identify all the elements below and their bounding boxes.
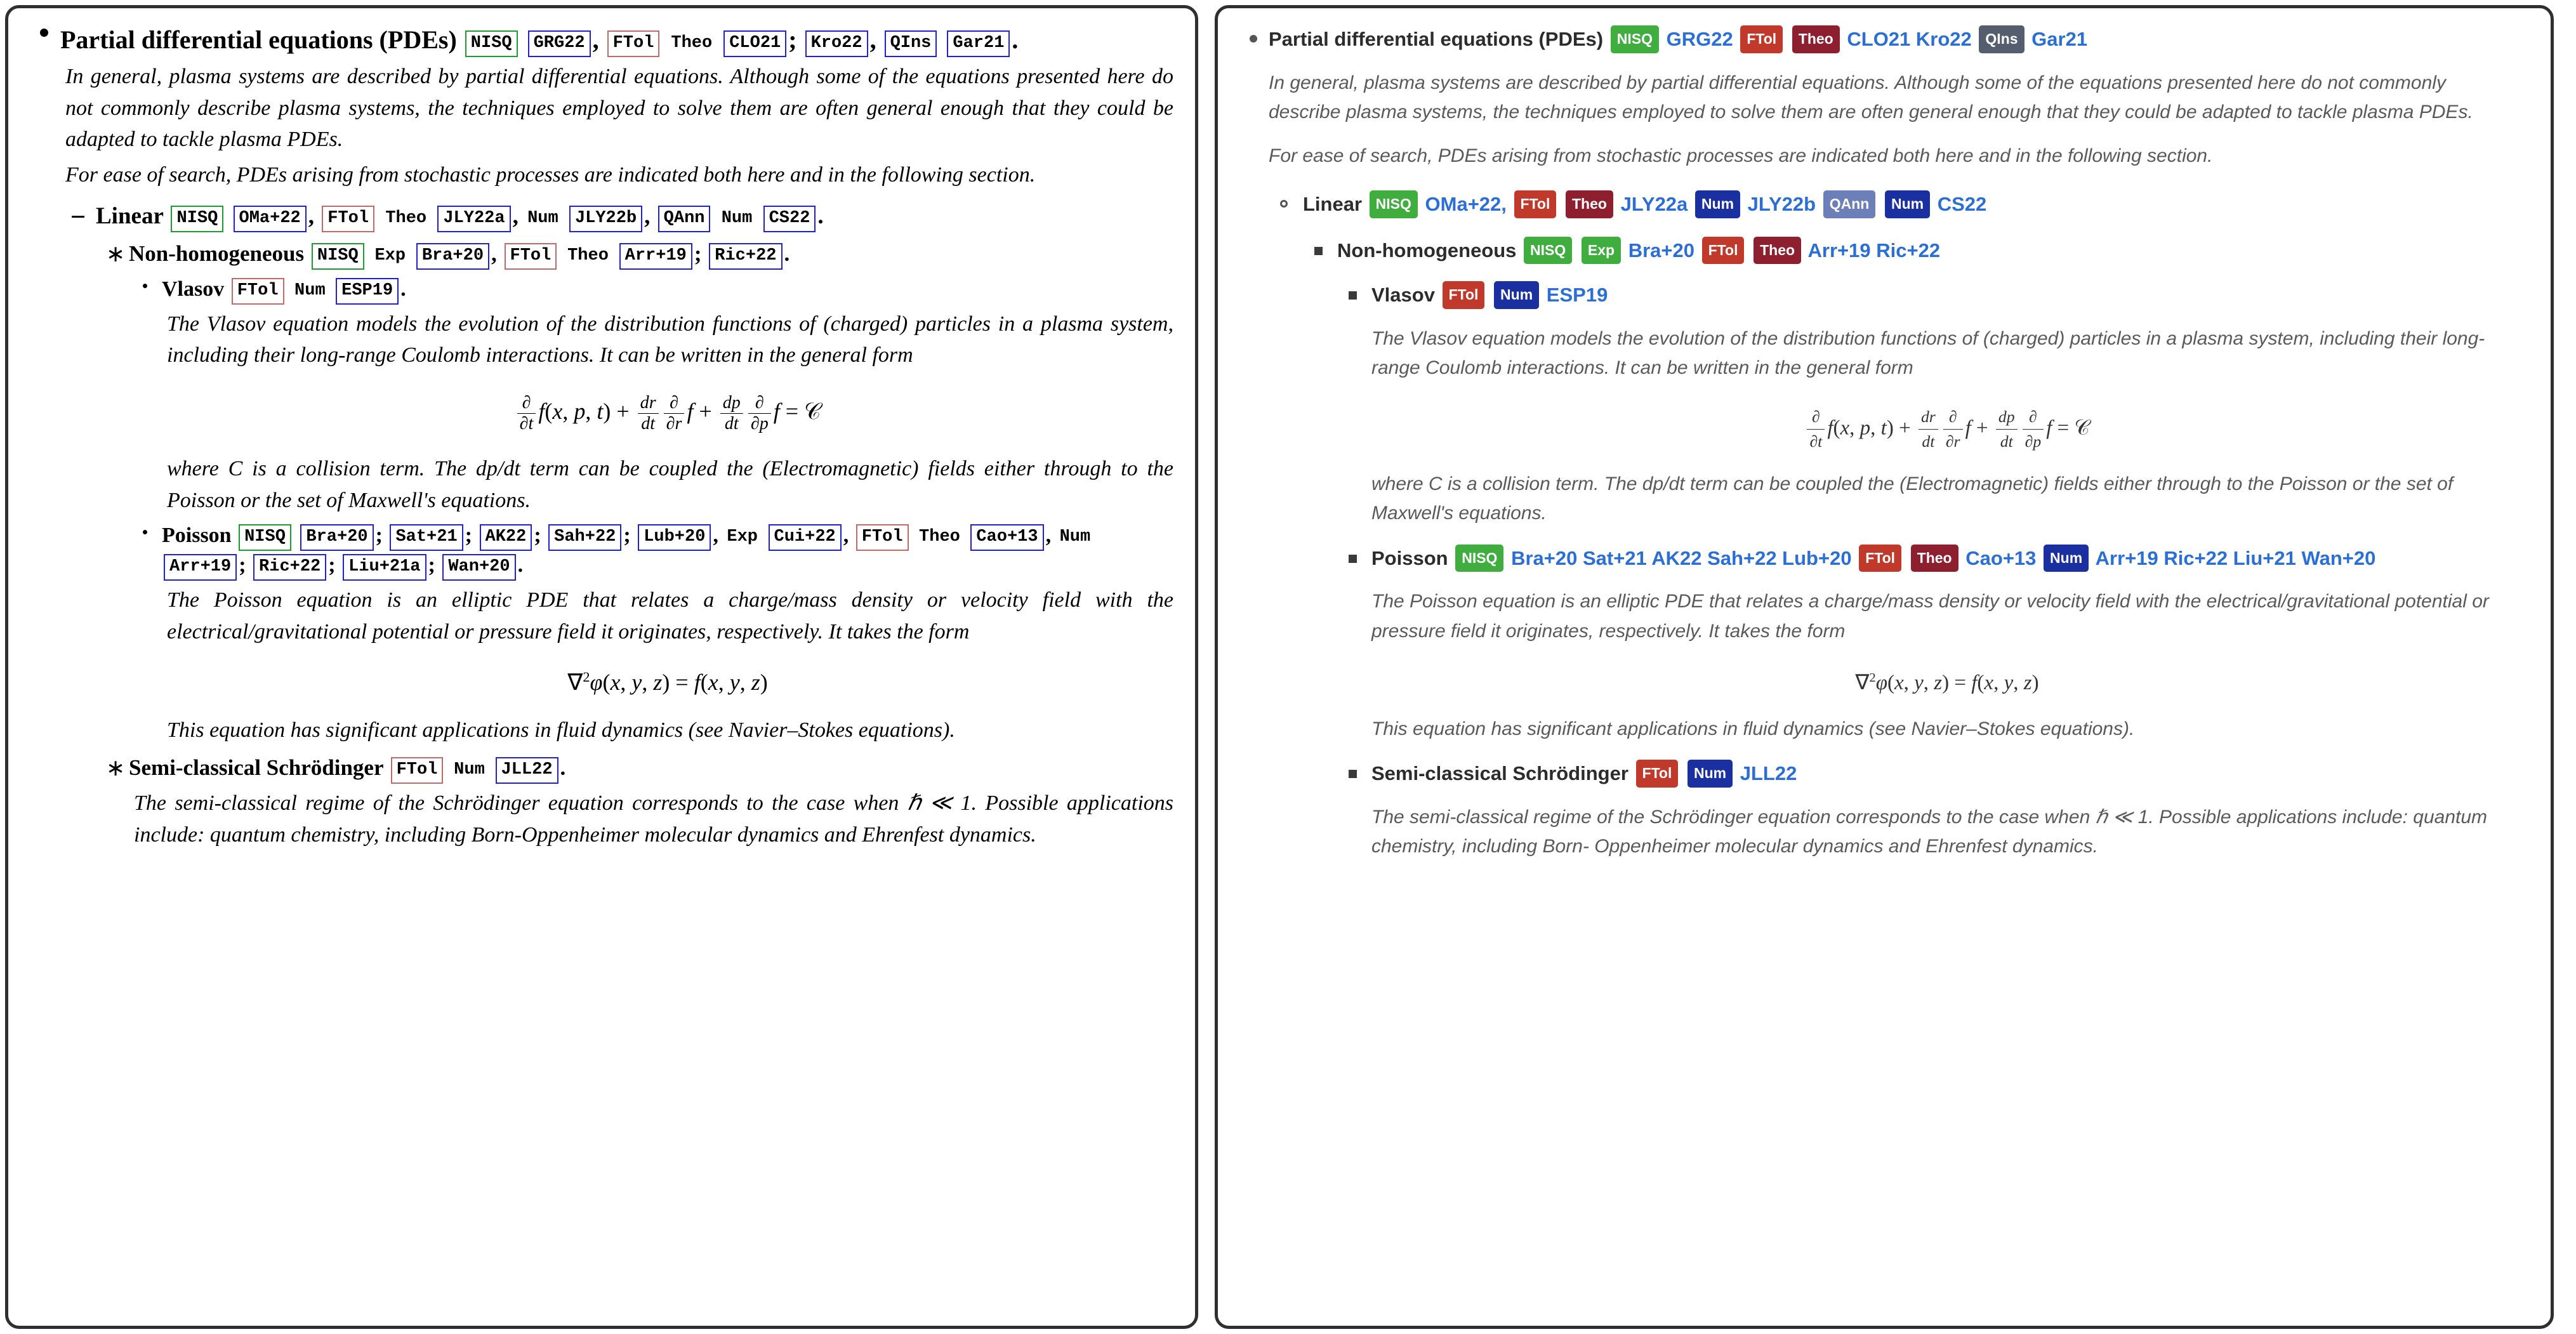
tag-kro22[interactable]: Kro22 bbox=[805, 30, 868, 57]
tag-qins: QIns bbox=[885, 30, 937, 57]
tag-liu21a[interactable]: Liu+21a bbox=[343, 554, 426, 581]
html-poisson-title: Poisson bbox=[1371, 546, 1448, 569]
badge-num: Num bbox=[1688, 760, 1733, 788]
latex-pde-para2: For ease of search, PDEs arising from stochastic processes are indicated both here and in the following section. bbox=[65, 163, 1036, 187]
latex-pde-title: Partial differential equations (PDEs) bbox=[60, 25, 457, 54]
tag-theo: Theo bbox=[385, 208, 427, 228]
latex-nonhom-title: Non-homogeneous bbox=[129, 241, 305, 266]
latex-semiclassical-para: The semi-classical regime of the Schrödinger equation corresponds to the case when ℏ ≪ 1. Possible applications include: quantum chemistry, including Born-Oppenheimer molecular dynamics and Ehrenfest dynamics. bbox=[134, 791, 1173, 847]
tag-ftol: FTol bbox=[391, 757, 444, 784]
html-nonhom-title: Non-homogeneous bbox=[1337, 239, 1517, 261]
tag-ftol: FTol bbox=[607, 30, 660, 57]
tag-grg22[interactable]: GRG22 bbox=[528, 30, 591, 57]
badge-qann: QAnn bbox=[1823, 190, 1876, 218]
square-icon bbox=[1349, 291, 1357, 300]
latex-pde-para1: In general, plasma systems are described by partial differential equations. Although some of the equations presented here do not commonly describe plasma systems, the techniques employed to solve them are often general enough that they could be adapted to tackle plasma PDEs. bbox=[65, 65, 1173, 152]
tag-jly22a[interactable]: JLY22a bbox=[437, 206, 510, 232]
badge-ftol: FTol bbox=[1636, 760, 1679, 788]
html-nonhom-heading bbox=[1337, 236, 2523, 266]
link-oma22[interactable]: OMa+22, bbox=[1425, 193, 1507, 215]
html-linear-heading bbox=[1303, 190, 2523, 220]
tag-cui22[interactable]: Cui+22 bbox=[769, 524, 842, 551]
latex-linear-heading: Linear NISQ OMa+22 , FTol Theo JLY22a , Num JLY22b , QAnn Num CS22 . bbox=[96, 200, 1173, 232]
latex-section-nonhomogeneous bbox=[96, 239, 1173, 746]
tag-oma22[interactable]: OMa+22 bbox=[234, 206, 307, 232]
html-poisson-equation: ∇$^2$φ(x, y, z) = f(x, y, z) bbox=[1855, 671, 2039, 695]
latex-section-linear bbox=[60, 200, 1173, 851]
badge-ftol: FTol bbox=[1514, 190, 1557, 218]
tag-num: Num bbox=[1059, 527, 1091, 547]
link-arr19-ric22[interactable]: Arr+19 Ric+22 bbox=[1807, 239, 1941, 261]
dot-icon bbox=[143, 284, 147, 288]
html-section-poisson bbox=[1337, 544, 2523, 744]
tag-theo: Theo bbox=[919, 527, 960, 547]
latex-poisson-title: Poisson bbox=[162, 524, 232, 548]
html-linear-title: Linear bbox=[1303, 193, 1363, 215]
html-section-vlasov bbox=[1337, 281, 2523, 529]
latex-vlasov-title: Vlasov bbox=[162, 277, 225, 301]
tag-exp: Exp bbox=[727, 527, 758, 547]
html-render-panel bbox=[1215, 5, 2554, 1329]
link-jll22[interactable]: JLL22 bbox=[1740, 762, 1797, 785]
html-vlasov-heading bbox=[1371, 281, 2523, 310]
asterisk-icon: ∗ bbox=[106, 755, 126, 781]
badge-num: Num bbox=[2044, 545, 2089, 572]
tag-cao13[interactable]: Cao+13 bbox=[970, 524, 1043, 551]
html-vlasov-title: Vlasov bbox=[1371, 284, 1435, 306]
latex-vlasov-equation: $\frac{\partial}{\partial t}$ f(x, p, t) + $\frac{dr}{dt}$ $\frac{\partial}{\partial r}$ f + $\frac{dp}{dt}$ $\frac{\partial}{\partial p}$ f = 𝒞 bbox=[162, 393, 1173, 434]
link-wan20[interactable]: Wan+20 bbox=[2301, 546, 2376, 569]
tag-nisq: NISQ bbox=[465, 30, 518, 57]
html-vlasov-para: The Vlasov equation models the evolution of the distribution functions of (charged) particles in a plasma system, including their long-range Coulomb interactions. It can be written in the general form bbox=[1371, 327, 2485, 378]
tag-theo: Theo bbox=[671, 34, 713, 53]
html-vlasov-equation: $\frac{\partial}{\partial t}$ f(x, p, t) + $\frac{dr}{dt}$ $\frac{\partial}{\partial r}$ f + $\frac{dp}{dt}$ $\frac{\partial}{\partial p}$ f = 𝒞 bbox=[1371, 405, 2523, 454]
link-poisson-group-c[interactable]: Arr+19 Ric+22 Liu+21 bbox=[2095, 546, 2296, 569]
badge-ftol: FTol bbox=[1443, 281, 1485, 309]
link-grg22[interactable]: GRG22 bbox=[1666, 28, 1733, 50]
latex-section-pde bbox=[26, 22, 1173, 850]
tag-num: Num bbox=[294, 281, 326, 300]
tag-arr19[interactable]: Arr+19 bbox=[619, 243, 692, 270]
badge-qins: QIns bbox=[1979, 25, 2024, 53]
badge-ftol: FTol bbox=[1740, 25, 1783, 53]
tag-bra20[interactable]: Bra+20 bbox=[416, 243, 489, 270]
html-poisson-heading bbox=[1371, 544, 2523, 574]
html-pde-para1: In general, plasma systems are described by partial differential equations. Although some of the equations presented here do not commonly describe plasma systems, the techniques employed to solve them are often general enough that they could be adapted to tackle plasma PDEs. bbox=[1269, 72, 2473, 122]
badge-num: Num bbox=[1885, 190, 1930, 218]
tag-cs22[interactable]: CS22 bbox=[763, 206, 816, 232]
html-section-pde bbox=[1239, 25, 2523, 862]
latex-section-vlasov bbox=[129, 275, 1173, 517]
tag-ftol: FTol bbox=[322, 206, 374, 232]
tag-ftol: FTol bbox=[505, 243, 557, 270]
link-kro22[interactable]: Kro22 bbox=[1915, 28, 1972, 50]
tag-qann: QAnn bbox=[658, 206, 711, 232]
link-bra20[interactable]: Bra+20 bbox=[1628, 239, 1694, 261]
html-semiclassical-title: Semi-classical Schrödinger bbox=[1371, 762, 1628, 785]
badge-theo: Theo bbox=[1754, 237, 1801, 265]
dot-icon bbox=[143, 530, 147, 534]
tag-bra20[interactable]: Bra+20 bbox=[300, 524, 373, 551]
tag-lub20[interactable]: Lub+20 bbox=[638, 524, 711, 551]
tag-wan20[interactable]: Wan+20 bbox=[442, 554, 515, 581]
tag-nisq: NISQ bbox=[239, 524, 291, 551]
tag-clo21[interactable]: CLO21 bbox=[723, 30, 786, 57]
latex-poisson-equation: ∇$^2$φ(x, y, z) = f(x, y, z) bbox=[567, 669, 768, 696]
badge-exp: Exp bbox=[1582, 237, 1621, 265]
tag-num: Num bbox=[527, 208, 558, 228]
tag-arr19[interactable]: Arr+19 bbox=[164, 554, 237, 581]
badge-ftol: FTol bbox=[1702, 237, 1745, 265]
latex-vlasov-para-after: where C is a collision term. The dp/dt term can be coupled the (Electromagnetic) fields either through to the Poisson or the set of Maxwell's equations. bbox=[167, 456, 1173, 512]
html-section-semiclassical bbox=[1337, 759, 2523, 862]
tag-esp19[interactable]: ESP19 bbox=[336, 278, 399, 305]
html-pde-para2: For ease of search, PDEs arising from stochastic processes are indicated both here and in the following section. bbox=[1269, 145, 2213, 166]
badge-num: Num bbox=[1494, 281, 1539, 309]
html-section-linear bbox=[1269, 190, 2523, 862]
tag-exp: Exp bbox=[374, 246, 406, 265]
tag-jll22[interactable]: JLL22 bbox=[496, 757, 558, 784]
latex-poisson-para: The Poisson equation is an elliptic PDE that relates a charge/mass density or velocity field with the electrical/gravitational potential or pressure field it originates, respectively. It takes the form bbox=[167, 588, 1173, 644]
link-cao13[interactable]: Cao+13 bbox=[1965, 546, 2037, 569]
link-jly22b[interactable]: JLY22b bbox=[1747, 193, 1816, 215]
circle-icon bbox=[1280, 200, 1288, 208]
link-jly22a[interactable]: JLY22a bbox=[1620, 193, 1688, 215]
tag-nisq: NISQ bbox=[312, 243, 364, 270]
link-cs22[interactable]: CS22 bbox=[1937, 193, 1987, 215]
badge-theo: Theo bbox=[1792, 25, 1840, 53]
html-section-nonhomogeneous bbox=[1303, 236, 2523, 862]
latex-poisson-heading: Poisson NISQ Bra+20 ; Sat+21 ; AK22 ; Sah+22 ; Lub+20 , Exp Cui+22 , FTol Theo Cao+13 , Num Arr+19 ; Ric+22 ; Liu+21a ; Wan+20 . bbox=[162, 521, 1173, 581]
latex-pde-heading: Partial differential equations (PDEs) NISQ GRG22 , FTol Theo CLO21 ; Kro22 , QIns Gar21 . bbox=[60, 22, 1173, 57]
html-poisson-para: The Poisson equation is an elliptic PDE that relates a charge/mass density or velocity field with the electrical/gravitational potential or pressure field it originates, respectively. It takes the form bbox=[1371, 591, 2489, 642]
badge-nisq: NISQ bbox=[1611, 25, 1659, 53]
badge-nisq: NISQ bbox=[1524, 237, 1572, 265]
square-icon bbox=[1349, 770, 1357, 778]
latex-nonhom-heading: Non-homogeneous NISQ Exp Bra+20 , FTol Theo Arr+19 ; Ric+22 . bbox=[129, 239, 1173, 270]
bullet-icon bbox=[40, 29, 48, 37]
badge-num: Num bbox=[1695, 190, 1740, 218]
tag-ftol: FTol bbox=[232, 278, 284, 305]
bullet-icon bbox=[1250, 35, 1257, 43]
link-esp19[interactable]: ESP19 bbox=[1546, 284, 1608, 306]
latex-semiclassical-heading: Semi-classical Schrödinger FTol Num JLL22 . bbox=[129, 753, 1173, 784]
html-semiclassical-para: The semi-classical regime of the Schrödinger equation corresponds to the case when ℏ ≪ 1. Possible applications include: quantum chemistry, including Born- Oppenheimer molecular dynamics and Ehrenfest dynamics. bbox=[1371, 806, 2488, 857]
tag-theo: Theo bbox=[567, 246, 609, 265]
tag-jly22b[interactable]: JLY22b bbox=[569, 206, 642, 232]
html-pde-title: Partial differential equations (PDEs) bbox=[1269, 28, 1604, 50]
badge-theo: Theo bbox=[1911, 545, 1958, 572]
link-poisson-group-a[interactable]: Bra+20 Sat+21 AK22 Sah+22 Lub+20 bbox=[1511, 546, 1852, 569]
tag-num: Num bbox=[454, 760, 485, 780]
link-gar21[interactable]: Gar21 bbox=[2031, 28, 2088, 50]
badge-ftol: FTol bbox=[1859, 545, 1901, 572]
tag-ftol: FTol bbox=[856, 524, 909, 551]
latex-semiclassical-title: Semi-classical Schrödinger bbox=[129, 755, 383, 781]
badge-theo: Theo bbox=[1566, 190, 1613, 218]
latex-poisson-para-after: This equation has significant applications in fluid dynamics (see Navier–Stokes equations). bbox=[167, 718, 955, 743]
html-semiclassical-heading bbox=[1371, 759, 2523, 789]
tag-ak22[interactable]: AK22 bbox=[480, 524, 532, 551]
tag-sat21[interactable]: Sat+21 bbox=[390, 524, 463, 551]
square-icon bbox=[1349, 555, 1357, 563]
html-pde-heading bbox=[1269, 25, 2523, 55]
html-vlasov-para-after: where C is a collision term. The dp/dt term can be coupled the (Electromagnetic) fields either through to the Poisson or the set of Maxwell's equations. bbox=[1371, 473, 2454, 524]
badge-nisq: NISQ bbox=[1455, 545, 1503, 572]
badge-nisq: NISQ bbox=[1370, 190, 1418, 218]
asterisk-icon: ∗ bbox=[106, 241, 126, 267]
html-poisson-para-after: This equation has significant applications in fluid dynamics (see Navier–Stokes equations). bbox=[1371, 718, 2135, 739]
latex-vlasov-para: The Vlasov equation models the evolution of the distribution functions of (charged) particles in a plasma system, including their long-range Coulomb interactions. It can be written in the general form bbox=[167, 312, 1173, 367]
latex-linear-title: Linear bbox=[96, 202, 164, 229]
latex-section-semiclassical bbox=[96, 753, 1173, 850]
tag-nisq: NISQ bbox=[171, 206, 223, 232]
tag-ric22[interactable]: Ric+22 bbox=[709, 243, 782, 270]
tag-ric22[interactable]: Ric+22 bbox=[253, 554, 326, 581]
dash-icon bbox=[72, 216, 84, 218]
tag-gar21[interactable]: Gar21 bbox=[947, 30, 1010, 57]
latex-panel bbox=[5, 5, 1198, 1329]
latex-vlasov-heading: Vlasov FTol Num ESP19 . bbox=[162, 275, 1173, 305]
tag-num: Num bbox=[721, 208, 753, 228]
link-clo21[interactable]: CLO21 bbox=[1847, 28, 1911, 50]
latex-section-poisson bbox=[129, 521, 1173, 746]
tag-sah22[interactable]: Sah+22 bbox=[548, 524, 621, 551]
square-icon bbox=[1314, 247, 1323, 255]
